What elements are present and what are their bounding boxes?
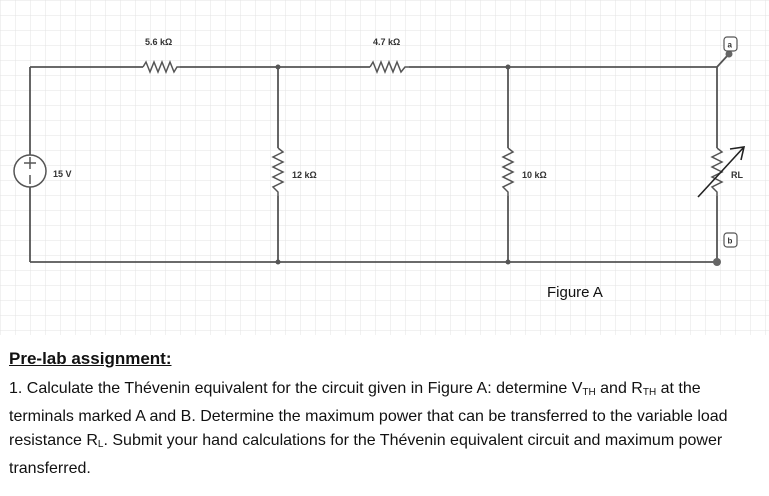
terminal-b-label: b <box>727 236 733 246</box>
terminal-b-dot <box>713 258 721 266</box>
junction-dot <box>506 65 511 70</box>
figure-caption: Figure A <box>547 284 603 301</box>
rth-subscript: TH <box>642 387 657 398</box>
resistor-r3-label: 12 kΩ <box>292 170 317 180</box>
resistor-r1-label: 5.6 kΩ <box>145 37 173 47</box>
terminal-a-label: a <box>727 40 732 50</box>
voltage-source-label: 15 V <box>53 169 72 179</box>
question-text-2: and R <box>595 380 643 397</box>
question-text-4: . Submit your hand calculations for the Thévenin equivalent circuit and maximum power transferred. <box>9 432 723 477</box>
junction-dot <box>506 260 511 265</box>
junction-dot <box>276 65 281 70</box>
question-text-1: 1. Calculate the Thévenin equivalent for the circuit given in Figure A: determine V <box>9 380 583 397</box>
prelab-text-block <box>9 349 761 481</box>
load-resistor-label: RL <box>731 170 743 180</box>
rl-subscript: L <box>97 439 104 450</box>
resistor-r4-label: 10 kΩ <box>522 170 547 180</box>
prelab-heading: Pre-lab assignment: <box>9 349 172 368</box>
resistor-r2-label: 4.7 kΩ <box>373 37 401 47</box>
prelab-question <box>9 377 761 481</box>
question-text-3: at the terminals marked A and B. Determine the maximum power that can be transferred to the variable load resistance R <box>9 380 728 449</box>
junction-dot <box>276 260 281 265</box>
vth-subscript: TH <box>582 387 596 398</box>
